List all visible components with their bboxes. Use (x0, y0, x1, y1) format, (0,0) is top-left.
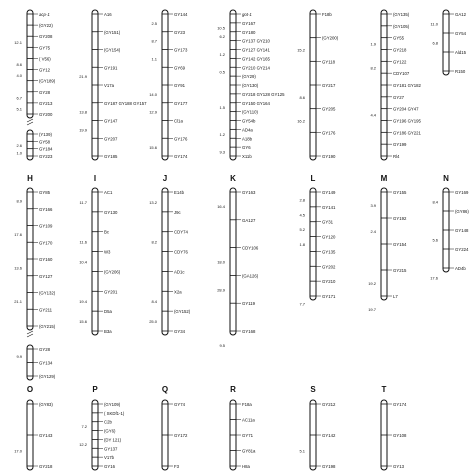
group-label: R (230, 385, 236, 394)
linkage-group-s (299, 400, 336, 470)
marker-label: (GY105) (393, 23, 410, 29)
marker-label: (GY83) (39, 402, 53, 407)
marker-label: GY154 (393, 242, 407, 247)
interval-distance: 2.8 (299, 197, 305, 203)
group-label: I (93, 174, 97, 183)
linkage-group-f (370, 10, 421, 160)
interval-distance: 9.5 (219, 342, 225, 348)
marker-label: GY224 (455, 247, 469, 252)
marker-label: (DY 121) (104, 437, 122, 443)
marker-label: GY28 (39, 347, 50, 352)
marker-label: GA12 (455, 12, 466, 17)
marker-label: (GY110) (242, 109, 258, 115)
linkage-group-t (381, 400, 407, 470)
marker-label: GY176 (174, 136, 188, 142)
interval-distance: 19.9 (79, 127, 87, 133)
interval-distance: 15.6 (149, 145, 157, 151)
marker-label: GY155 (393, 190, 407, 195)
marker-label: GY170 (39, 240, 53, 246)
chromosome-bar (27, 10, 33, 118)
interval-distance: 8.9 (16, 198, 22, 204)
interval-distance: 2.4 (370, 229, 376, 234)
linkage-group-r (230, 400, 256, 470)
interval-distance: 19.7 (368, 307, 376, 312)
group-label: P (92, 385, 98, 394)
marker-label: GY150 GY164 (242, 100, 270, 106)
linkage-group-b (79, 10, 147, 160)
marker-label: GY109 (39, 223, 53, 229)
marker-label: (GA126) (242, 273, 259, 279)
marker-label: V17a (104, 83, 115, 88)
linkage-group-k (217, 188, 259, 348)
linkage-group-i (79, 188, 121, 335)
interval-distance: 16.4 (217, 203, 225, 209)
marker-label: GA127 (242, 217, 256, 223)
marker-label: (GY152) (174, 309, 191, 315)
marker-label: X2a (174, 289, 182, 295)
marker-label: GY180 (242, 29, 256, 35)
interval-distance: 4.5 (299, 212, 305, 218)
marker-label: GY23 (174, 29, 185, 35)
marker-label: R150 (455, 69, 466, 74)
interval-distance: 5.2 (299, 227, 305, 233)
marker-label: GY141 (322, 204, 336, 210)
marker-label: B3a (104, 329, 112, 334)
marker-label: GY142 (322, 433, 336, 438)
marker-label: GY122 (393, 59, 407, 65)
chromosome-bar (310, 188, 316, 300)
marker-label: L7 (393, 294, 398, 299)
marker-label: GY69 (174, 65, 185, 71)
interval-distance: 7.7 (299, 301, 305, 307)
marker-label: GY173 (174, 47, 188, 53)
marker-label: GY208 (39, 34, 53, 40)
marker-label: GY127 GY141 (242, 47, 270, 53)
marker-label: GY174 (174, 154, 188, 159)
marker-label: AD4a (242, 127, 253, 133)
interval-distance: 5.6 (432, 237, 438, 243)
marker-label: (GY86) (455, 209, 469, 214)
interval-distance: 12.2 (79, 441, 87, 447)
marker-label: GY169 (455, 190, 469, 195)
gap-mark (27, 331, 33, 334)
interval-distance: 1.8 (299, 242, 305, 247)
linkage-group-j (149, 188, 191, 335)
marker-label: acp-1 (39, 12, 50, 17)
marker-label: GY55 (393, 35, 404, 41)
group-label: H (27, 174, 33, 183)
marker-label: AD1c (174, 269, 185, 275)
interval-distance: 5.1 (299, 448, 305, 454)
marker-label: GY187 GY188 GY157 (104, 100, 147, 106)
group-label: K (230, 174, 236, 183)
interval-distance: 11.7 (79, 199, 87, 205)
interval-distance: 16.2 (297, 118, 305, 124)
marker-label: GY119 (242, 301, 256, 307)
interval-distance: 2.6 (16, 143, 22, 148)
marker-label: GY6 (242, 145, 251, 151)
interval-distance: 1.0 (16, 150, 22, 156)
marker-label: GY147 (104, 118, 118, 124)
interval-distance: 18.0 (217, 259, 225, 265)
marker-label: F18b (322, 12, 332, 17)
marker-label: GY218 GY128 GY125 (242, 91, 285, 97)
interval-distance: 13.2 (149, 199, 157, 205)
interval-distance: 1.2 (219, 51, 225, 57)
marker-label: W3 (104, 249, 111, 255)
marker-label: ( SKDf1-1) (104, 410, 125, 416)
interval-distance: 11.0 (430, 21, 438, 27)
marker-label: GY91 (174, 83, 185, 88)
marker-label: GY211 (39, 307, 53, 313)
marker-label: GY13 (393, 464, 404, 469)
marker-label: GY34 (174, 329, 185, 334)
marker-label: GY58 (39, 139, 50, 145)
marker-label: GY163 (242, 190, 256, 195)
marker-label: CDY106 (242, 245, 259, 251)
marker-label: GY85 (39, 190, 50, 195)
marker-label: GY198 (322, 464, 336, 469)
interval-distance: 17.0 (14, 448, 22, 454)
chromosome-bar (443, 10, 449, 75)
gap-mark (27, 122, 33, 125)
marker-label: (GY200) (322, 35, 339, 41)
linkage-group-c (149, 10, 188, 160)
linkage-group-n (430, 188, 469, 281)
marker-label: (GY22) (39, 23, 53, 29)
group-label: J (162, 174, 168, 183)
interval-distance: 19.4 (79, 299, 87, 305)
marker-label: GY199 (393, 142, 407, 148)
linkage-group-q (162, 400, 188, 470)
interval-distance: 6.7 (16, 95, 22, 101)
marker-label: GY54b (242, 118, 256, 124)
interval-distance: 12.1 (14, 39, 22, 45)
marker-label: E14b (174, 190, 185, 195)
marker-label: GY172 (174, 433, 188, 438)
marker-label: GY142 GY165 (242, 56, 270, 62)
interval-distance: 17.6 (14, 231, 22, 237)
marker-label: Rl4 (393, 154, 400, 159)
linkage-group-h (14, 188, 56, 330)
group-label: T (381, 385, 387, 394)
interval-distance: 0.5 (219, 69, 225, 75)
marker-label: GY215 (393, 268, 407, 273)
interval-distance: 1.1 (151, 56, 157, 62)
interval-distance: 1.9 (370, 41, 376, 47)
interval-distance: 3.9 (370, 203, 376, 208)
marker-label: H8a (242, 464, 250, 469)
interval-distance: 14.0 (149, 91, 157, 97)
marker-label: GY200 (39, 112, 53, 117)
interval-distance: 9.3 (219, 149, 225, 155)
interval-distance: 4.0 (16, 73, 22, 79)
marker-label: X11b (242, 154, 252, 159)
interval-distance: 6.8 (432, 40, 438, 46)
marker-label: AC1 (104, 190, 113, 195)
interval-distance: 12.9 (149, 109, 157, 115)
marker-label: GY185 (104, 154, 118, 159)
linkage-group-g (431, 10, 467, 75)
marker-label: GY210 (322, 279, 336, 285)
chromosome-bar (27, 130, 33, 160)
interval-distance: 8.6 (16, 62, 22, 67)
marker-label: (GY215) (39, 324, 56, 329)
marker-label: GY217 (322, 83, 336, 88)
interval-distance: 10.4 (79, 259, 87, 265)
interval-distance: 13.8 (79, 109, 87, 115)
chromosome-bar (92, 400, 98, 470)
marker-label: GY130 (104, 209, 118, 215)
linkage-group-l (299, 188, 336, 306)
interval-distance: 8.7 (151, 38, 157, 44)
group-label: O (26, 385, 34, 394)
marker-label: GY167 (242, 20, 256, 26)
marker-label: GY176 (322, 130, 336, 136)
marker-label: GY181 GY182 (393, 83, 421, 88)
marker-label: Ald15 (455, 50, 466, 55)
linkage-group-d (217, 10, 285, 160)
marker-label: Cl1a (174, 118, 183, 124)
marker-label: A18b (242, 136, 253, 142)
interval-distance: 1.5 (219, 105, 225, 111)
marker-label: AC11a (242, 417, 255, 423)
linkage-group-a-sub (16, 130, 53, 160)
marker-label: GY218 (393, 47, 407, 53)
marker-label: (GY130) (242, 83, 259, 88)
marker-label: (GY132) (39, 290, 56, 296)
group-label: N (443, 174, 449, 183)
marker-label: CDY76 (174, 249, 188, 255)
marker-label: GY12 (39, 67, 50, 73)
marker-label: A16 (104, 12, 112, 17)
marker-label: GY184 (39, 146, 53, 152)
marker-label: GY207 (104, 136, 118, 142)
group-label: S (310, 385, 316, 394)
linkage-group-p (79, 400, 125, 470)
interval-distance: 8.4 (432, 199, 438, 205)
marker-label: GY160 (39, 257, 53, 262)
marker-label: F3 (174, 464, 180, 469)
marker-label: got-1 (242, 12, 252, 17)
marker-label: GY137 (104, 446, 118, 452)
marker-label: GY174 (393, 402, 407, 407)
marker-label: GY166 (39, 206, 53, 212)
group-label: M (380, 174, 388, 183)
interval-distance: 4.4 (370, 112, 376, 118)
linkage-group-m (368, 188, 407, 312)
chromosome-bar (92, 188, 98, 335)
marker-label: GY144 (174, 12, 188, 17)
marker-label: GY127 (39, 273, 53, 279)
marker-label: GY143 (39, 433, 53, 438)
marker-label: GY191 (104, 65, 118, 71)
marker-label: C2b (104, 419, 112, 425)
interval-distance: 11.6 (79, 239, 87, 245)
linkage-group-a (14, 10, 56, 118)
marker-label: GY27 (393, 94, 404, 100)
marker-label: GY201 (104, 289, 118, 295)
marker-label: GY177 (174, 100, 188, 106)
marker-label: GY54 (455, 31, 466, 36)
interval-distance: 1.2 (219, 131, 225, 137)
marker-label: GY196 GY195 (393, 118, 421, 124)
marker-label: (GY109) (104, 402, 121, 407)
marker-label: GY135 (322, 249, 336, 255)
interval-distance: 8.2 (370, 65, 376, 71)
marker-label: GY137 GY210 (242, 38, 270, 44)
marker-label: GY190 (322, 154, 336, 159)
marker-label: (GY206) (104, 269, 121, 275)
chromosome-bar (162, 188, 168, 335)
marker-label: GY108 (393, 433, 407, 438)
marker-label: GY223 (39, 154, 53, 159)
marker-label: GY75 (39, 45, 50, 51)
interval-distance: 25.0 (149, 319, 157, 325)
group-label: Q (161, 385, 169, 394)
marker-label: Bc (104, 229, 110, 235)
marker-label: (GY29) (242, 74, 256, 80)
marker-label: (Y139) (39, 132, 52, 137)
marker-label: GY31 (322, 219, 333, 225)
interval-distance: 9.9 (16, 353, 22, 359)
marker-label: GY28 (39, 89, 50, 95)
marker-label: (GY135) (393, 12, 410, 17)
marker-label: F18a (242, 402, 252, 407)
interval-distance: 19.2 (368, 281, 376, 286)
interval-distance: 2.5 (151, 20, 157, 26)
gap-mark (27, 334, 33, 337)
interval-distance: 8.4 (151, 299, 157, 305)
marker-label: GY212 (322, 402, 336, 407)
interval-distance: 7.2 (81, 424, 87, 430)
marker-label: GY186 GY221 (393, 130, 421, 136)
linkage-group-o (14, 400, 53, 470)
marker-label: V17b (104, 455, 115, 461)
marker-label: GY204 GY47 (393, 106, 419, 112)
marker-label: GY192 (393, 216, 407, 221)
marker-label: GY120 (322, 234, 336, 240)
interval-distance: 6.2 (219, 34, 225, 40)
marker-label: GY149 (322, 190, 336, 195)
marker-label: D5a (104, 309, 112, 315)
marker-label: (GY6) (104, 428, 116, 434)
marker-label: GY168 (242, 329, 256, 334)
marker-label: AD4b (455, 266, 466, 271)
interval-distance: 15.2 (297, 47, 305, 53)
group-label: L (310, 174, 316, 183)
marker-label: J9c (174, 209, 181, 215)
marker-label: GY16 (104, 464, 115, 469)
interval-distance: 5.1 (16, 106, 22, 112)
interval-distance: 8.2 (151, 239, 157, 245)
marker-label: GY81a (242, 448, 256, 454)
marker-label: GY148 (455, 228, 469, 233)
marker-label: (GY154) (104, 47, 121, 53)
marker-label: GY171 (322, 294, 336, 299)
interval-distance: 28.9 (217, 287, 225, 293)
marker-label: ( V56) (39, 56, 51, 62)
gap-mark (27, 119, 33, 122)
linkage-group-h-sub (16, 345, 55, 380)
marker-label: GY202 (322, 264, 336, 270)
interval-distance: 21.1 (14, 298, 22, 304)
marker-label: GY205 (322, 106, 336, 112)
interval-distance: 13.6 (14, 265, 22, 271)
marker-label: (GY189) (39, 78, 56, 84)
marker-label: CDY107 (393, 71, 410, 77)
marker-label: CDY74 (174, 229, 188, 235)
marker-label: GY71 (242, 433, 253, 438)
interval-distance: 17.6 (430, 275, 438, 281)
marker-label: GY218 (39, 464, 53, 469)
marker-label: (GY129) (39, 374, 56, 379)
marker-label: GY213 (39, 100, 53, 106)
marker-label: GY134 (39, 360, 53, 366)
marker-label: (GY151) (104, 29, 121, 35)
marker-label: GY118 (322, 59, 336, 65)
chromosome-bar (230, 188, 236, 335)
interval-distance: 8.6 (299, 94, 305, 100)
interval-distance: 10.5 (217, 25, 225, 31)
marker-label: GY210 GY214 (242, 65, 270, 71)
interval-distance: 15.6 (79, 319, 87, 325)
linkage-group-e (297, 10, 339, 160)
marker-label: GY74 (174, 402, 185, 407)
interval-distance: 21.9 (79, 74, 87, 80)
